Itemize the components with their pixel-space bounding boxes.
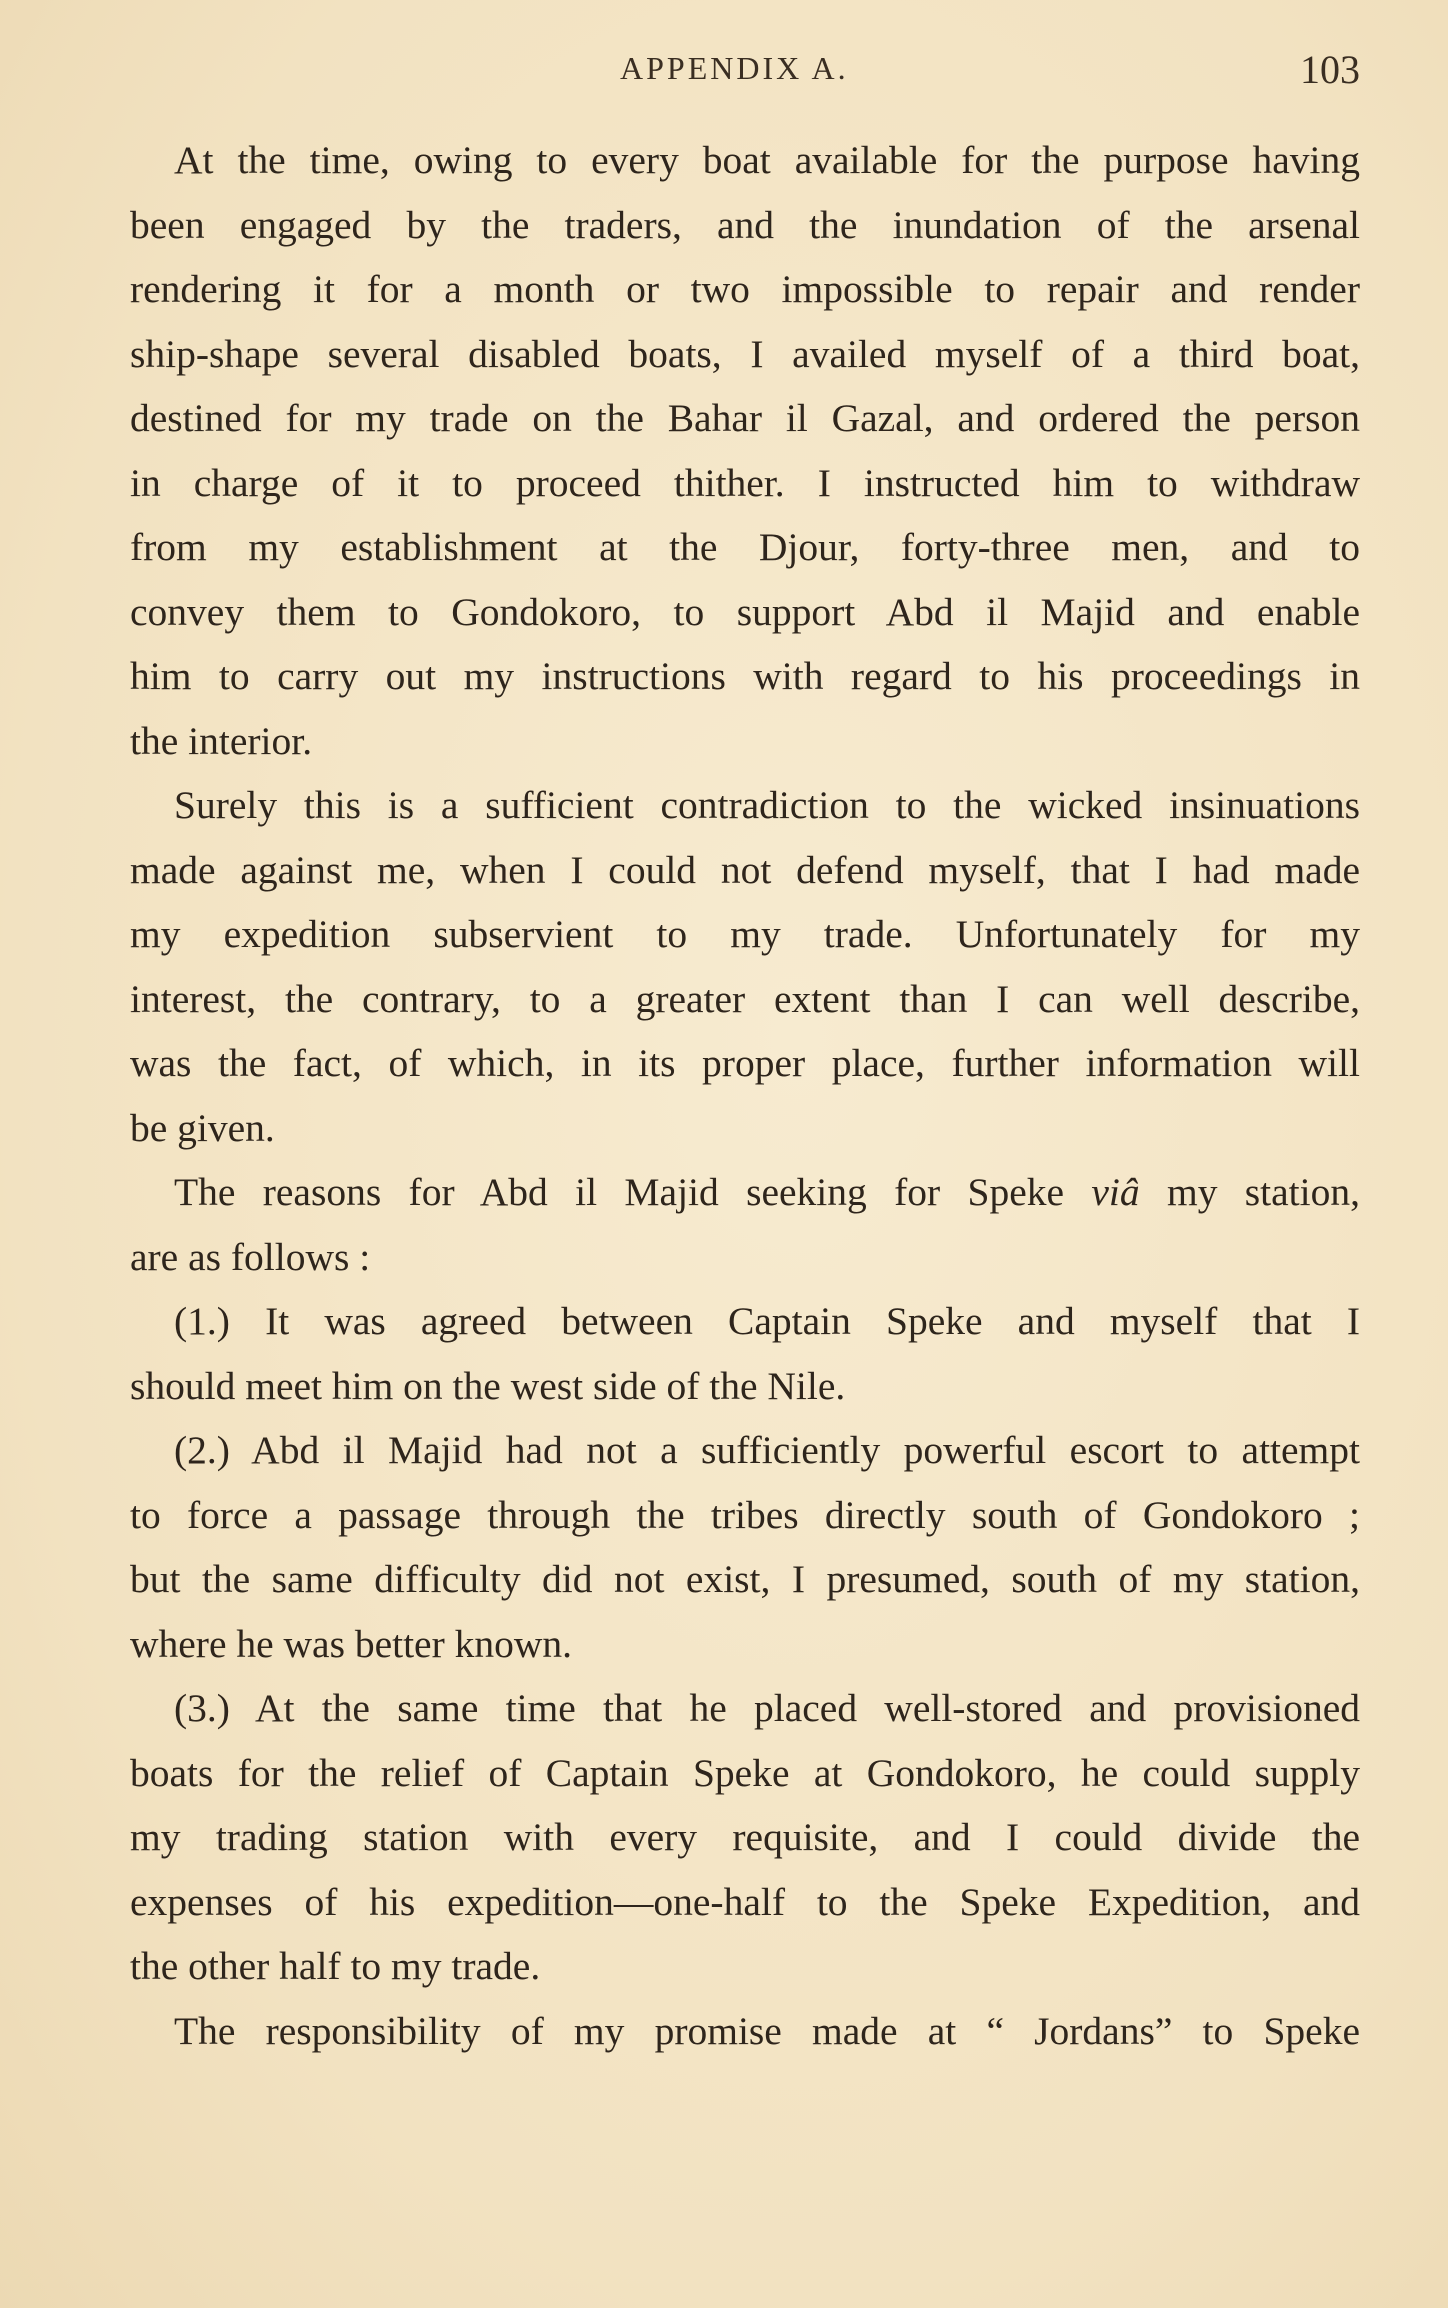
text-line: At the time, owing to every boat available for the purpose having bbox=[174, 138, 1360, 182]
text-line: but the same difficulty did not exist, I presumed, south of my station, bbox=[130, 1557, 1360, 1601]
paragraph bbox=[130, 1418, 1360, 1676]
text-line: Surely this is a sufficient contradiction to the wicked insinuations bbox=[174, 783, 1360, 827]
running-title: APPENDIX A. bbox=[620, 50, 849, 86]
text-segment: my station, bbox=[1139, 1170, 1360, 1214]
text-line: the other half to my trade. bbox=[130, 1944, 541, 1988]
paragraph bbox=[130, 1160, 1360, 1289]
text-line: my expedition subservient to my trade. Unfortunately for my bbox=[130, 912, 1360, 956]
text-line: my trading station with every requisite, and I could divide the bbox=[130, 1815, 1360, 1859]
text-segment: The reasons for Abd il Majid seeking for Speke bbox=[174, 1170, 1092, 1214]
text-line: was the fact, of which, in its proper place, further information will bbox=[130, 1041, 1360, 1085]
page-number: 103 bbox=[1300, 47, 1360, 92]
text-line: interest, the contrary, to a greater extent than I can well describe, bbox=[130, 976, 1360, 1021]
text-line: boats for the relief of Captain Speke at Gondokoro, he could supply bbox=[130, 1750, 1360, 1795]
paragraph bbox=[130, 1289, 1360, 1418]
text-line: expenses of his expedition—one-half to the Speke Expedition, and bbox=[130, 1879, 1360, 1924]
paragraph bbox=[130, 1676, 1360, 1999]
body-text bbox=[130, 128, 1360, 2063]
text-line: rendering it for a month or two impossible to repair and render bbox=[130, 267, 1360, 311]
text-line: ship-shape several disabled boats, I availed myself of a third boat, bbox=[130, 331, 1360, 376]
text-line: been engaged by the traders, and the inundation of the arsenal bbox=[130, 202, 1360, 247]
text-line: made against me, when I could not defend myself, that I had made bbox=[130, 847, 1360, 892]
text-line: should meet him on the west side of the Nile. bbox=[130, 1363, 846, 1408]
text-line: to force a passage through the tribes directly south of Gondokoro ; bbox=[130, 1492, 1360, 1537]
text-line: him to carry out my instructions with regard to his proceedings in bbox=[130, 654, 1360, 698]
text-line: destined for my trade on the Bahar il Gazal, and ordered the person bbox=[130, 396, 1360, 440]
text-line: convey them to Gondokoro, to support Abd il Majid and enable bbox=[130, 589, 1360, 634]
italic-word: viâ bbox=[1091, 1170, 1140, 1214]
text-line bbox=[130, 1160, 1360, 1225]
text-line: the interior. bbox=[130, 718, 313, 763]
text-line: The responsibility of my promise made at “ Jordans” to Speke bbox=[174, 2008, 1360, 2053]
text-line: from my establishment at the Djour, forty-three men, and to bbox=[130, 525, 1360, 569]
running-header bbox=[130, 47, 1360, 100]
paragraph bbox=[130, 773, 1360, 1160]
text-line: (2.) Abd il Majid had not a sufficiently powerful escort to attempt bbox=[174, 1428, 1360, 1472]
text-line: are as follows : bbox=[130, 1234, 371, 1279]
paragraph bbox=[130, 1999, 1360, 2064]
text-line: in charge of it to proceed thither. I instructed him to withdraw bbox=[130, 460, 1360, 505]
text-line: (3.) At the same time that he placed well-stored and provisioned bbox=[174, 1686, 1360, 1730]
text-line: be given. bbox=[130, 1105, 275, 1150]
paragraph bbox=[130, 128, 1360, 773]
text-line: where he was better known. bbox=[130, 1621, 573, 1666]
text-line: (1.) It was agreed between Captain Speke and myself that I bbox=[174, 1299, 1360, 1343]
